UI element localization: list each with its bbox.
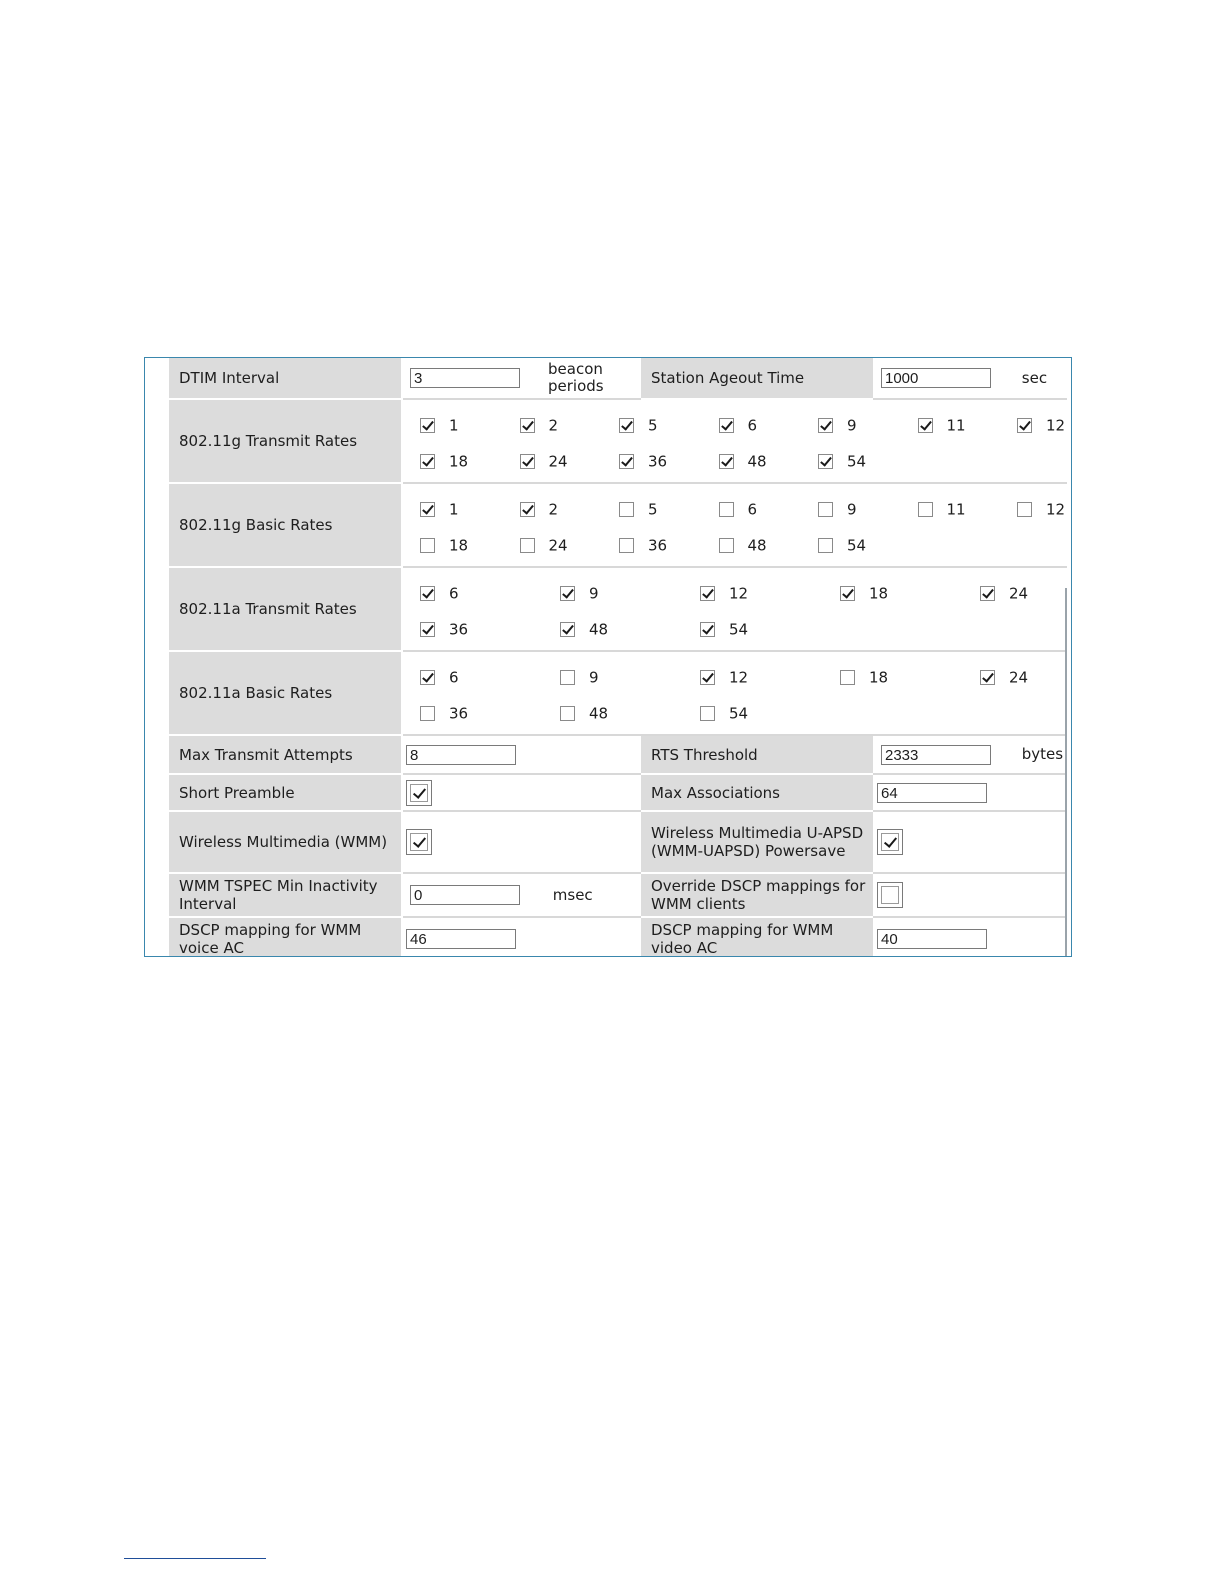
g-transmit-rate-48-label: 48 [747, 452, 767, 471]
g-transmit-rates [403, 400, 1067, 482]
a-basic-rate-9[interactable] [560, 668, 599, 687]
a-basic-rate-24-label: 24 [1009, 668, 1029, 687]
g-basic-rate-9-label: 9 [847, 500, 857, 519]
g-transmit-rate-54[interactable] [818, 452, 866, 471]
override-dscp-label: Override DSCP mappings for WMM clients [640, 873, 873, 917]
g-transmit-rate-12-checkbox[interactable] [1017, 418, 1032, 433]
a-transmit-rate-36-label: 36 [449, 620, 469, 639]
row-a-basic [169, 651, 1067, 735]
rts-threshold-unit: bytes [1021, 745, 1064, 763]
g-basic-rate-48-checkbox[interactable] [719, 538, 734, 553]
a-transmit-rate-48-label: 48 [589, 620, 609, 639]
row-dtim [169, 358, 1067, 399]
a-transmit-rate-9[interactable] [560, 584, 599, 603]
g-transmit-rate-18-checkbox[interactable] [420, 454, 435, 469]
g-basic-rate-2-checkbox[interactable] [520, 502, 535, 517]
g-transmit-rate-48[interactable] [719, 452, 767, 471]
g-basic-rate-5[interactable] [619, 500, 658, 519]
a-transmit-rate-18[interactable] [840, 584, 888, 603]
g-transmit-rate-9-label: 9 [847, 416, 857, 435]
short-preamble-checkbox-frame [406, 780, 432, 806]
g-basic-rate-24-checkbox[interactable] [520, 538, 535, 553]
g-basic-rate-1-label: 1 [449, 500, 459, 519]
a-basic-rate-48-checkbox[interactable] [560, 706, 575, 721]
config-panel [144, 357, 1072, 957]
wmm-uapsd-checkbox-frame [877, 829, 903, 855]
g-transmit-rate-6-checkbox[interactable] [719, 418, 734, 433]
wmm-uapsd-checkbox[interactable] [881, 833, 899, 851]
g-basic-rate-24-label: 24 [548, 536, 568, 555]
g-basic-rate-36-label: 36 [648, 536, 668, 555]
short-preamble-checkbox[interactable] [410, 784, 428, 802]
a-basic-rate-9-label: 9 [589, 668, 599, 687]
g-transmit-rate-2-label: 2 [548, 416, 559, 435]
g-basic-rate-54-label: 54 [847, 536, 867, 555]
g-transmit-rate-9-checkbox[interactable] [818, 418, 833, 433]
g-basic-rate-12[interactable] [1017, 500, 1065, 519]
g-basic-rate-48[interactable] [719, 536, 767, 555]
a-basic-rate-24-checkbox[interactable] [980, 670, 995, 685]
g-basic-rate-11[interactable] [918, 500, 966, 519]
a-basic-rate-36-label: 36 [449, 704, 469, 723]
a-basic-rate-24[interactable] [980, 668, 1028, 687]
a-transmit-rate-12-checkbox[interactable] [700, 586, 715, 601]
g-basic-rate-11-label: 11 [946, 500, 966, 519]
a-basic-rate-6-checkbox[interactable] [420, 670, 435, 685]
override-dscp-checkbox-frame [877, 882, 903, 908]
a-transmit-rate-54-checkbox[interactable] [700, 622, 715, 637]
row-tspec [169, 873, 1067, 917]
g-transmit-rate-2[interactable] [520, 416, 559, 435]
a-basic-rate-9-checkbox[interactable] [560, 670, 575, 685]
g-basic-rate-12-label: 12 [1046, 500, 1066, 519]
a-basic-rate-6[interactable] [420, 668, 459, 687]
g-basic-rate-6-checkbox[interactable] [719, 502, 734, 517]
row-wmm [169, 811, 1067, 873]
dtim-unit: beacon periods [548, 360, 604, 395]
a-transmit-rate-9-label: 9 [589, 584, 599, 603]
rts-threshold-input[interactable]: 2333 [881, 745, 991, 765]
g-transmit-rate-54-checkbox[interactable] [818, 454, 833, 469]
dscp-video-input[interactable]: 40 [877, 929, 987, 949]
a-basic-rate-48-label: 48 [589, 704, 609, 723]
g-transmit-rate-24-checkbox[interactable] [520, 454, 535, 469]
a-transmit-rate-12[interactable] [700, 584, 748, 603]
tspec-label: WMM TSPEC Min Inactivity Interval [169, 873, 402, 917]
a-basic-rate-54[interactable] [700, 704, 748, 723]
g-transmit-rate-36-label: 36 [648, 452, 668, 471]
a-basic-rate-12[interactable] [700, 668, 748, 687]
max-associations-label: Max Associations [640, 774, 873, 811]
max-associations-input[interactable]: 64 [877, 783, 987, 803]
a-basic-rate-54-checkbox[interactable] [700, 706, 715, 721]
g-transmit-rate-24-label: 24 [548, 452, 568, 471]
a-transmit-rate-6-label: 6 [449, 584, 459, 603]
a-basic-rate-48[interactable] [560, 704, 608, 723]
g-basic-rates [403, 484, 1067, 566]
g-basic-rate-2-label: 2 [548, 500, 559, 519]
g-basic-rate-6-label: 6 [747, 500, 758, 519]
a-basic-rate-18-label: 18 [869, 668, 889, 687]
a-transmit-rate-24-label: 24 [1009, 584, 1029, 603]
g-transmit-rate-6-label: 6 [747, 416, 758, 435]
g-transmit-rate-5-label: 5 [648, 416, 658, 435]
a-transmit-rate-18-label: 18 [869, 584, 889, 603]
wmm-uapsd-label: Wireless Multimedia U-APSD (WMM-UAPSD) Powersave [640, 811, 873, 873]
max-transmit-label: Max Transmit Attempts [169, 735, 402, 774]
a-basic-rate-6-label: 6 [449, 668, 459, 687]
g-basic-rate-2[interactable] [520, 500, 559, 519]
a-basic-rate-18[interactable] [840, 668, 888, 687]
row-max-transmit [169, 735, 1067, 774]
g-transmit-rate-12[interactable] [1017, 416, 1065, 435]
g-transmit-rate-18[interactable] [420, 452, 468, 471]
g-basic-rate-12-checkbox[interactable] [1017, 502, 1032, 517]
rts-threshold-label: RTS Threshold [640, 735, 873, 774]
a-transmit-rate-24[interactable] [980, 584, 1028, 603]
wmm-checkbox[interactable] [410, 833, 428, 851]
wmm-checkbox-frame [406, 829, 432, 855]
a-basic-rates [403, 652, 1067, 734]
a-basic-rate-36-checkbox[interactable] [420, 706, 435, 721]
a-basic-rate-54-label: 54 [729, 704, 749, 723]
row-g-transmit [169, 399, 1067, 483]
a-basic-rate-18-checkbox[interactable] [840, 670, 855, 685]
g-transmit-rate-11-label: 11 [946, 416, 966, 435]
g-transmit-rate-24[interactable] [520, 452, 568, 471]
row-a-transmit [169, 567, 1067, 651]
a-transmit-rate-36[interactable] [420, 620, 468, 639]
dtim-interval-input[interactable]: 3 [410, 368, 520, 388]
g-basic-rate-6[interactable] [719, 500, 758, 519]
short-preamble-label: Short Preamble [169, 774, 402, 811]
g-basic-rate-18-checkbox[interactable] [420, 538, 435, 553]
g-basic-rate-5-label: 5 [648, 500, 658, 519]
tspec-input[interactable]: 0 [410, 885, 520, 905]
g-basic-rate-36[interactable] [619, 536, 667, 555]
g-basic-rate-1-checkbox[interactable] [420, 502, 435, 517]
g-transmit-rate-6[interactable] [719, 416, 758, 435]
override-dscp-checkbox[interactable] [881, 886, 899, 904]
a-transmit-rate-6-checkbox[interactable] [420, 586, 435, 601]
a-basic-label: 802.11a Basic Rates [169, 651, 402, 735]
g-transmit-rate-5[interactable] [619, 416, 658, 435]
a-transmit-rate-54-label: 54 [729, 620, 749, 639]
g-basic-rate-9-checkbox[interactable] [818, 502, 833, 517]
g-transmit-rate-12-label: 12 [1046, 416, 1066, 435]
a-transmit-rates [403, 568, 1067, 650]
settings-table [169, 358, 1067, 957]
station-ageout-unit: sec [1021, 368, 1048, 387]
g-basic-rate-24[interactable] [520, 536, 568, 555]
g-transmit-rate-18-label: 18 [449, 452, 469, 471]
a-transmit-rate-54[interactable] [700, 620, 748, 639]
g-transmit-rate-9[interactable] [818, 416, 857, 435]
a-transmit-rate-12-label: 12 [729, 584, 749, 603]
g-transmit-rate-2-checkbox[interactable] [520, 418, 535, 433]
g-basic-rate-54-checkbox[interactable] [818, 538, 833, 553]
g-transmit-rate-36[interactable] [619, 452, 667, 471]
g-transmit-rate-1-checkbox[interactable] [420, 418, 435, 433]
g-basic-rate-18[interactable] [420, 536, 468, 555]
g-transmit-rate-11[interactable] [918, 416, 966, 435]
a-transmit-label: 802.11a Transmit Rates [169, 567, 402, 651]
dtim-interval-label: DTIM Interval [169, 358, 402, 399]
station-ageout-input[interactable]: 1000 [881, 368, 991, 388]
dscp-voice-label: DSCP mapping for WMM voice AC [169, 917, 402, 957]
g-basic-rate-48-label: 48 [747, 536, 767, 555]
g-basic-rate-5-checkbox[interactable] [619, 502, 634, 517]
a-transmit-rate-48-checkbox[interactable] [560, 622, 575, 637]
row-g-basic [169, 483, 1067, 567]
max-transmit-input[interactable]: 8 [406, 745, 516, 765]
wmm-label: Wireless Multimedia (WMM) [169, 811, 402, 873]
a-transmit-rate-9-checkbox[interactable] [560, 586, 575, 601]
g-basic-label: 802.11g Basic Rates [169, 483, 402, 567]
a-transmit-rate-36-checkbox[interactable] [420, 622, 435, 637]
g-transmit-rate-1-label: 1 [449, 416, 459, 435]
g-transmit-rate-48-checkbox[interactable] [719, 454, 734, 469]
dscp-voice-input[interactable]: 46 [406, 929, 516, 949]
g-transmit-label: 802.11g Transmit Rates [169, 399, 402, 483]
g-basic-rate-11-checkbox[interactable] [918, 502, 933, 517]
g-basic-rate-18-label: 18 [449, 536, 469, 555]
a-basic-rate-12-checkbox[interactable] [700, 670, 715, 685]
g-basic-rate-54[interactable] [818, 536, 866, 555]
scrollbar[interactable] [1065, 588, 1067, 957]
a-basic-rate-12-label: 12 [729, 668, 749, 687]
g-transmit-rate-11-checkbox[interactable] [918, 418, 933, 433]
g-transmit-rate-36-checkbox[interactable] [619, 454, 634, 469]
g-transmit-rate-54-label: 54 [847, 452, 867, 471]
g-basic-rate-9[interactable] [818, 500, 857, 519]
a-basic-rate-36[interactable] [420, 704, 468, 723]
a-transmit-rate-48[interactable] [560, 620, 608, 639]
tspec-unit: msec [552, 885, 593, 904]
a-transmit-rate-6[interactable] [420, 584, 459, 603]
footnote-separator [124, 1558, 266, 1559]
g-basic-rate-36-checkbox[interactable] [619, 538, 634, 553]
a-transmit-rate-18-checkbox[interactable] [840, 586, 855, 601]
row-dscp [169, 917, 1067, 957]
station-ageout-label: Station Ageout Time [640, 358, 873, 399]
g-basic-rate-1[interactable] [420, 500, 459, 519]
dscp-video-label: DSCP mapping for WMM video AC [640, 917, 873, 957]
g-transmit-rate-5-checkbox[interactable] [619, 418, 634, 433]
a-transmit-rate-24-checkbox[interactable] [980, 586, 995, 601]
row-short-preamble [169, 774, 1067, 811]
g-transmit-rate-1[interactable] [420, 416, 459, 435]
